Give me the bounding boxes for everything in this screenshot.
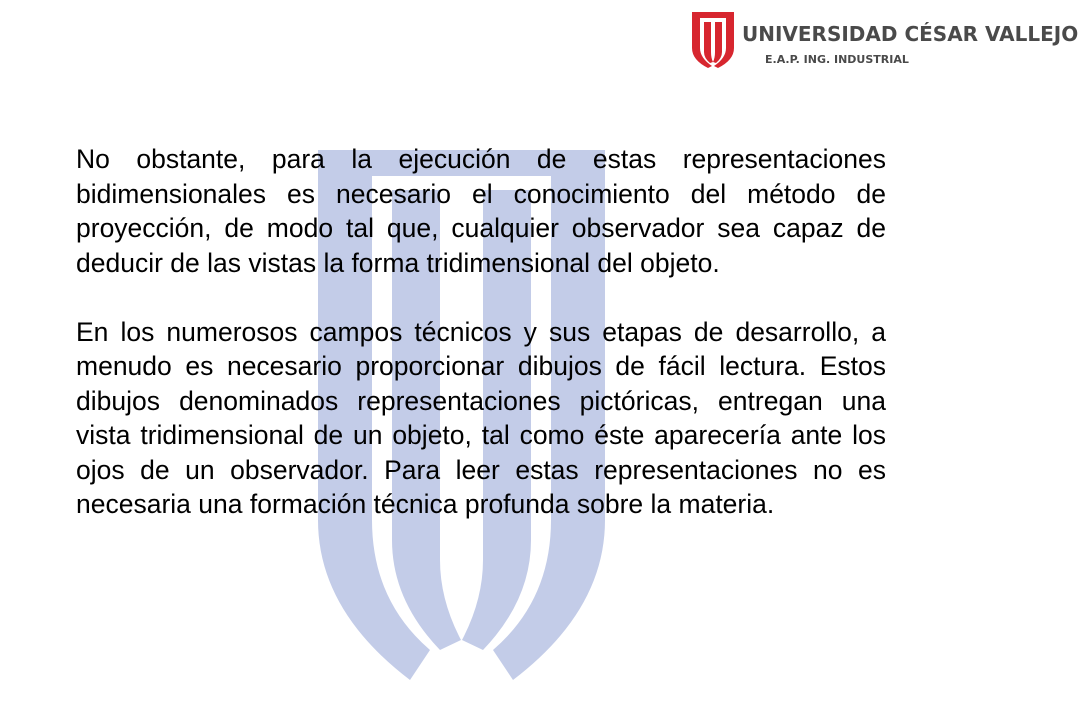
school-name: E.A.P. ING. INDUSTRIAL	[765, 53, 909, 66]
paragraph-2: En los numerosos campos técnicos y sus etapas de desarrollo, a menudo es necesario proporcionar dibujos de fácil lectura. Estos dibujos denominados representaciones pictóricas, entregan una vista tridimensional de un objeto, tal como éste aparecería ante los ojos de un observador. Para leer estas representaciones no es necesaria una formación técnica profunda sobre la materia.	[76, 316, 886, 519]
ucv-shield-icon	[690, 8, 736, 68]
university-logo	[690, 8, 1078, 70]
paragraph-1: No obstante, para la ejecución de estas representaciones bidimensionales es necesario el conocimiento del método de proyección, de modo tal que, cualquier observador sea capaz de deducir de las vistas la forma tridimensional del objeto.	[76, 144, 886, 278]
university-name: UNIVERSIDAD CÉSAR VALLEJO	[742, 22, 1078, 46]
slide-content	[76, 142, 886, 522]
